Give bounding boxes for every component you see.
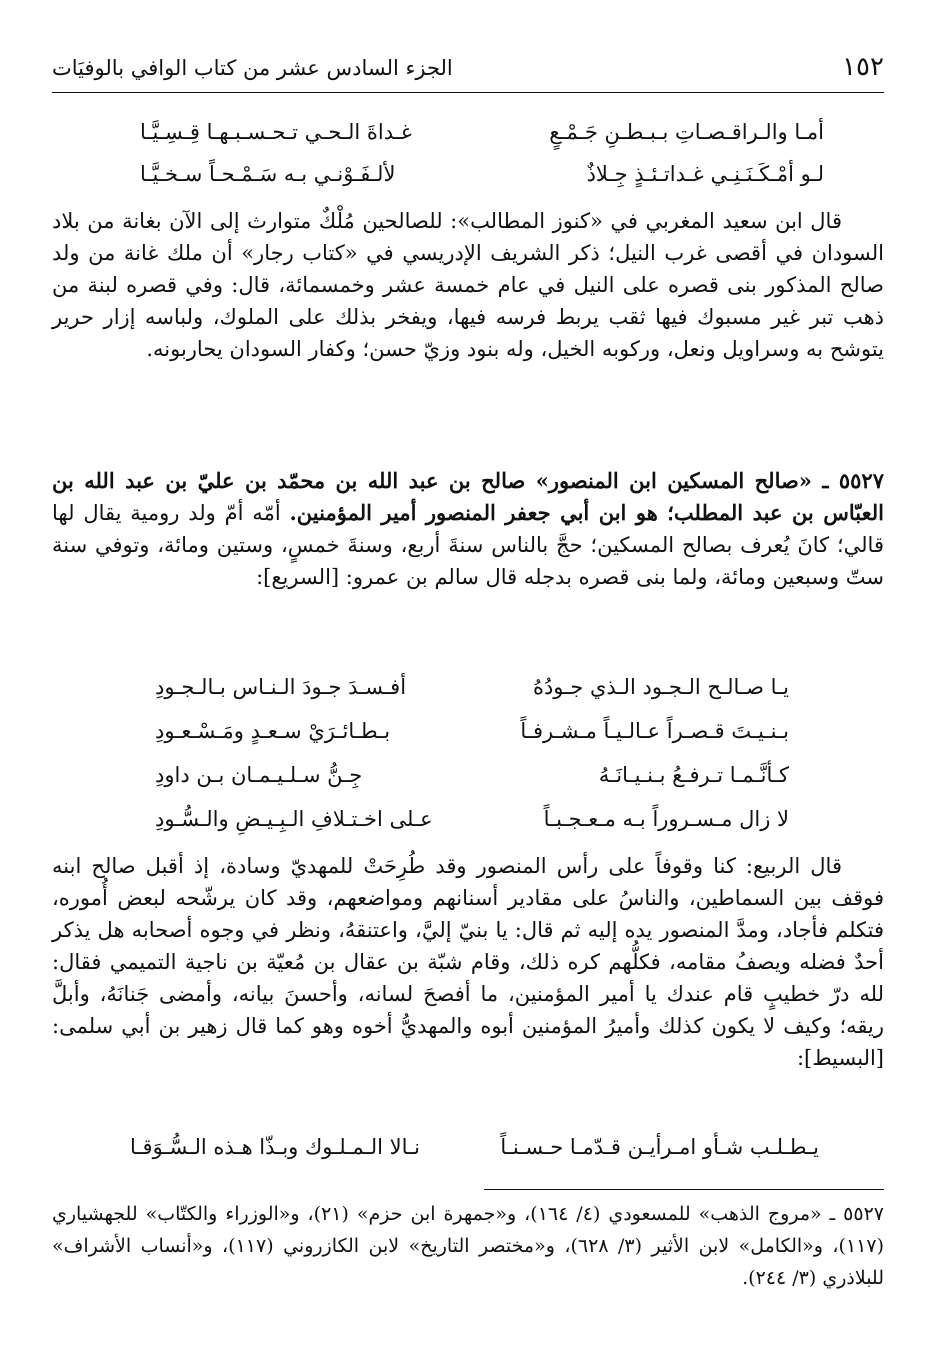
verse-hemistich-second: أفـسـدَ جـودَ الـنـاس بـالـجـودِ xyxy=(155,675,407,699)
verse-hemistich-second: لألـفَـوْنـي بـه سَـمْـحـاً سـخـيَّـا xyxy=(140,162,396,186)
footnote-separator xyxy=(484,1189,884,1190)
verse-hemistich-first: بـنـيـتَ قـصـراً عـالـيـاً مـشـرفـاً xyxy=(520,719,789,743)
biography-entry xyxy=(52,465,884,593)
verse-line xyxy=(155,807,789,841)
verse-line xyxy=(155,763,789,797)
verse-hemistich-second: نـالا الـمـلـوك وبـذّا هـذه الـسُّـوَقـا xyxy=(130,1135,420,1159)
prose-paragraph-2 xyxy=(52,850,884,1074)
verse-hemistich-first: كـأنَّـمـا تـرفـعُ بـنـيـانَـهُ xyxy=(598,763,789,787)
verse-hemistich-first: لـو أمْـكَـنَـنِـي غـداتـئـذٍ جِـلاذٌ xyxy=(586,162,824,186)
verse-line xyxy=(155,719,789,753)
verse-hemistich-second: غـداةَ الـحـي تـحـسـبـهـا قِـسِـيَّـا xyxy=(140,120,412,144)
verse-line xyxy=(140,120,824,154)
verse-hemistich-first: لا زال مـسـروراً بـه مـعـجـبـاً xyxy=(543,807,789,831)
verse-hemistich-second: جِـنُّ سـلـيـمـان بـن داودِ xyxy=(155,763,363,787)
verse-line xyxy=(140,162,824,196)
page-header xyxy=(52,44,884,93)
verse-hemistich-first: أمـا والـراقـصـاتِ بـبـطـنِ جَـمْـعٍ xyxy=(549,120,824,144)
verse-block-3 xyxy=(130,1135,819,1169)
entry-text: أمّه أمّ ولد رومية يقال لها قالي؛ كانَ يُعرف بصالح المسكين؛ حجَّ بالناس سنةَ أربع، وسنةَ خمسٍ، وستين ومائة، وتوفي سنة ستّ وسبعين ومائة، ولما بنى قصره بدجله قال سالم بن عمرو: xyxy=(52,501,884,589)
meter-label: [البسيط]: xyxy=(796,1046,884,1070)
verse-hemistich-first: يـا صـالـح الـجـود الـذي جـودُهُ xyxy=(532,675,789,699)
page-number: ١٥٢ xyxy=(842,52,884,82)
entry-heading: ٥٥٢٧ ـ «صالح المسكين ابن المنصور» صالح بن عبد الله بن محمّد بن عليّ بن عبد الله بن العبّاس بن عبد المطلب؛ هو ابن أبي جعفر المنصور أمير المؤمنين. xyxy=(52,468,884,525)
footnote: ٥٥٢٧ ـ «مروج الذهب» للمسعودي (٤/ ١٦٤)، و«جمهرة ابن حزم» (٢١)، و«الوزراء والكتّاب» للجهشياري (١١٧)، و«الكامل» لابن الأثير (٣/ ٦٢٨)، و«مختصر التاريخ» لابن الكازروني (١١٧)، و«أنساب الأشراف» للبلاذري (٣/ ٢٤٤). xyxy=(52,1203,885,1289)
verse-line xyxy=(155,675,789,709)
prose-paragraph-1: قال ابن سعيد المغربي في «كنوز المطالب»: للصالحين مُلْكٌ متوارث إلى الآن بغانة من بلاد السودان في أقصى غرب النيل؛ ذكر الشريف الإدريسي في «كتاب رجار» أن ملك غانة من ولد صالح المذكور بنى قصره على النيل في عام خمسة عشر وخمسمائة، قال: وفي قصره لبنة من ذهب تبر غير مسبوك فيها ثقب يربط فرسه فيها، ويفخر بذلك على الملوك، ولباسه إزار حرير يتوشح به وسراويل ونعل، وركوبه الخيل، وله بنود وزيّ حسن؛ وكفار السودان يحاربونه. xyxy=(52,209,884,361)
verse-hemistich-second: عـلى اخـتـلافِ الـبِـيـضِ والـسُّـودِ xyxy=(155,807,433,831)
meter-label: [السريع]: xyxy=(256,565,340,589)
verse-block-1 xyxy=(140,120,824,196)
paragraph-text: قال الربيع: كنا وقوفاً على رأس المنصور وقد طُرِحَتْ للمهديّ وسادة، إذ أقبل صالح ابنه فوقف بين السماطين، والناسُ على مقادير أسنانهم ومواضعهم، وقد كان يرشّحه لبعض أُموره، فتكلم فأجاد، ومدَّ المنصور يده إليه ثم قال: يا بنيّ إليَّ، واعتنقهُ، ونظر في وجوه أصحابه هل يذكر أحدٌ فضله ويصفُ مقامه، فكلُّهم كره ذلك، وقام شبّة بن عقال بن مُعيّة بن ناجية التميمي فقال: لله درّ خطيبٍ قام عندك يا أمير المؤمنين، ما أفصحَ لسانه، وأحسنَ بيانه، وأمضى جَنانَهُ، وأبلَّ ريقه؛ وكيف لا يكون كذلك وأميرُ المؤمنين أبوه والمهديُّ أخوه وهو كما قال زهير بن أبي سلمى: xyxy=(52,854,884,1038)
running-title: الجزء السادس عشر من كتاب الوافي بالوفيَات xyxy=(52,56,453,80)
verse-block-2 xyxy=(155,675,789,841)
verse-hemistich-first: يـطـلـب شـأو امـرأيـن قـدّمـا حـسـنـاً xyxy=(500,1135,819,1159)
verse-hemistich-second: بـطـائـرَيْ سـعـدٍ ومَـسْـعـودِ xyxy=(155,719,391,743)
verse-line xyxy=(130,1135,819,1169)
